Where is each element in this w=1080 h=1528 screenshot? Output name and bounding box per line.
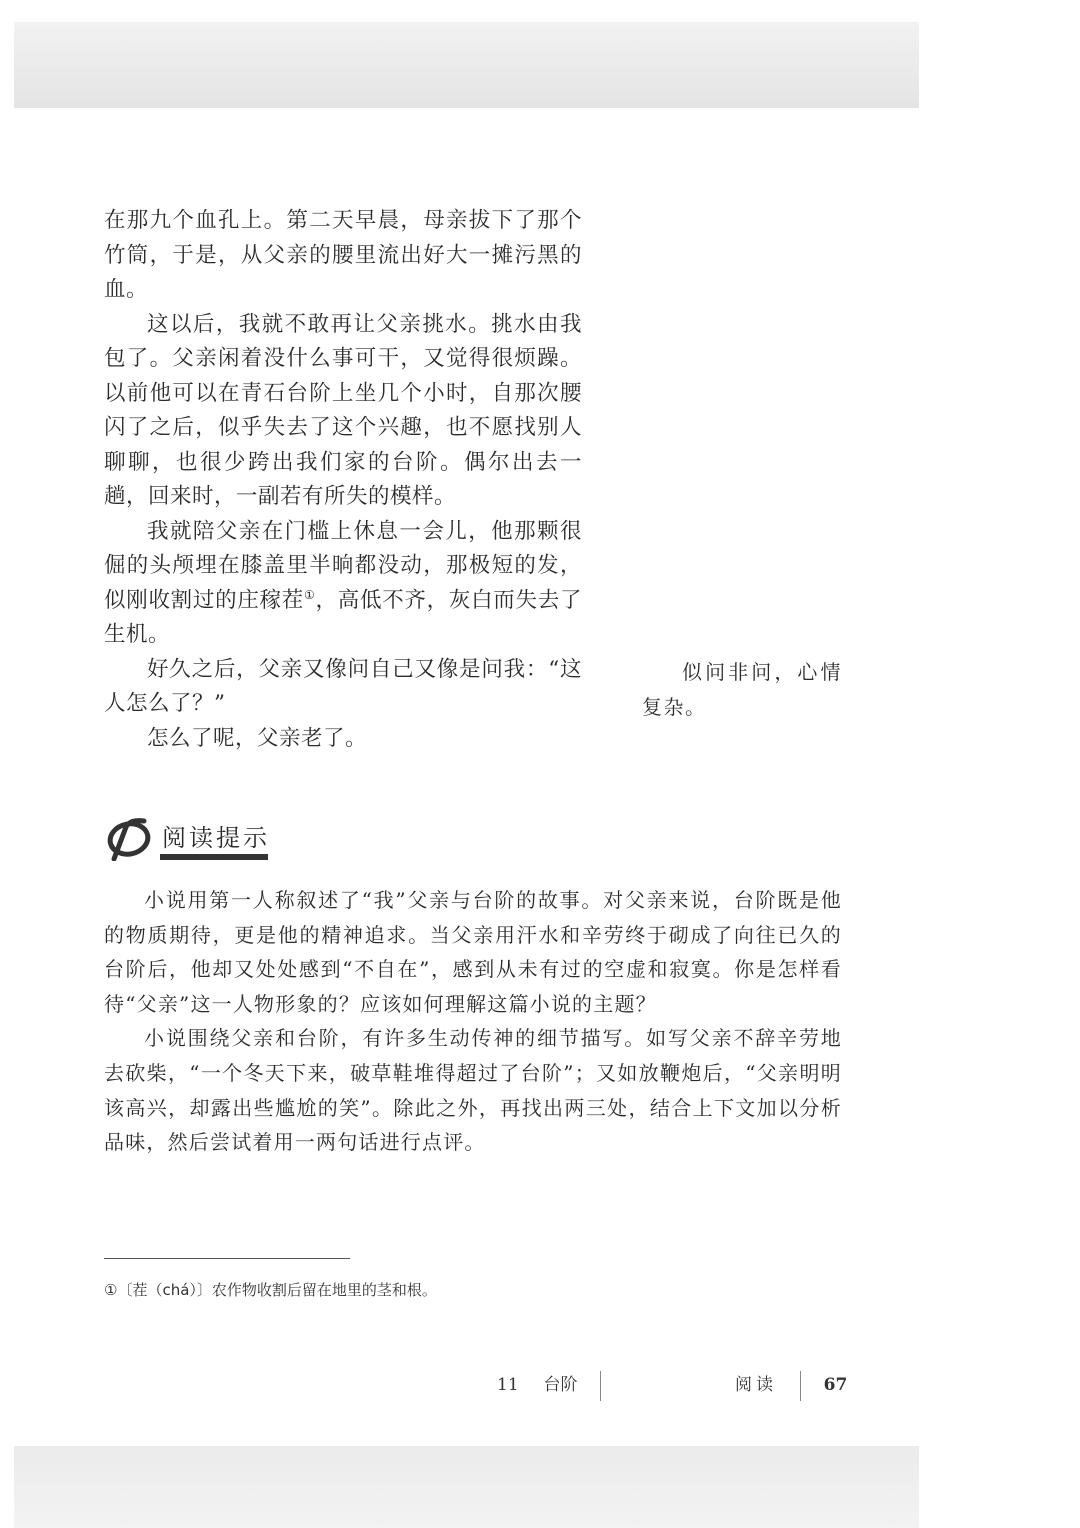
section-title-underline: [160, 854, 268, 860]
page-number: 67: [823, 1375, 848, 1395]
reading-tips-icon: [104, 817, 154, 861]
reading-tips-text: [104, 883, 842, 1160]
section-title: 阅读提示: [162, 824, 270, 852]
main-text: [104, 204, 582, 756]
footer-divider: [800, 1371, 801, 1401]
margin-note: 似问非问，心情复杂。: [642, 660, 842, 719]
paragraph: 在那九个血孔上。第二天早晨，母亲拔下了那个竹筒，于是，从父亲的腰里流出好大一摊污黑的血。: [104, 208, 582, 302]
paragraph: 好久之后，父亲又像问自己又像是问我：“这人怎么了？”: [104, 656, 582, 716]
section-name: 阅读: [735, 1375, 777, 1395]
paragraph: [104, 515, 582, 653]
paragraph-text: ，高低不齐，灰白而失去了生机。: [104, 587, 582, 647]
scan-bottom-band: [14, 1446, 919, 1528]
paragraph: 这以后，我就不敢再让父亲挑水。挑水由我包了。父亲闲着没什么事可干，又觉得很烦躁。以前他可以在青石台阶上坐几个小时，自那次腰闪了之后，似乎失去了这个兴趣，也不愿找别人聊聊，也很少跨出我们家的台阶。偶尔出去一趟，回来时，一副若有所失的模样。: [104, 311, 582, 509]
section-header: [104, 815, 304, 865]
paragraph-text: 我就陪父亲在门槛上休息一会儿，他那颗很倔的头颅埋在膝盖里半晌都没动，那极短的发，似刚收割过的庄稼茬: [104, 518, 582, 613]
paragraph: 小说围绕父亲和台阶，有许多生动传神的细节描写。如写父亲不辞辛劳地去砍柴，“一个冬天下来，破草鞋堆得超过了台阶”；又如放鞭炮后，“父亲明明该高兴，却露出些尴尬的笑”。除此之外，再找出两三处，结合上下文加以分析品味，然后尝试着用一两句话进行点评。: [104, 1026, 842, 1155]
footer-lesson: [497, 1370, 601, 1401]
footer-page: [735, 1370, 847, 1401]
footer-divider: [600, 1371, 601, 1401]
lesson-number: 11: [497, 1375, 519, 1395]
footnote-divider: [104, 1258, 350, 1259]
lesson-title: 台阶: [543, 1375, 578, 1395]
footnote-ref[interactable]: ①: [304, 587, 316, 602]
paragraph: 小说用第一人称叙述了“我”父亲与台阶的故事。对父亲来说，台阶既是他的物质期待，更是他的精神追求。当父亲用汗水和辛劳终于砌成了向往已久的台阶后，他却又处处感到“不自在”，感到从未有过的空虚和寂寞。你是怎样看待“父亲”这一人物形象的？应该如何理解这篇小说的主题？: [104, 888, 842, 1016]
paragraph: 怎么了呢，父亲老了。: [147, 725, 368, 751]
scan-top-band: [14, 22, 919, 108]
footnote: ①〔茬（chá）〕农作物收割后留在地里的茎和根。: [104, 1281, 437, 1299]
